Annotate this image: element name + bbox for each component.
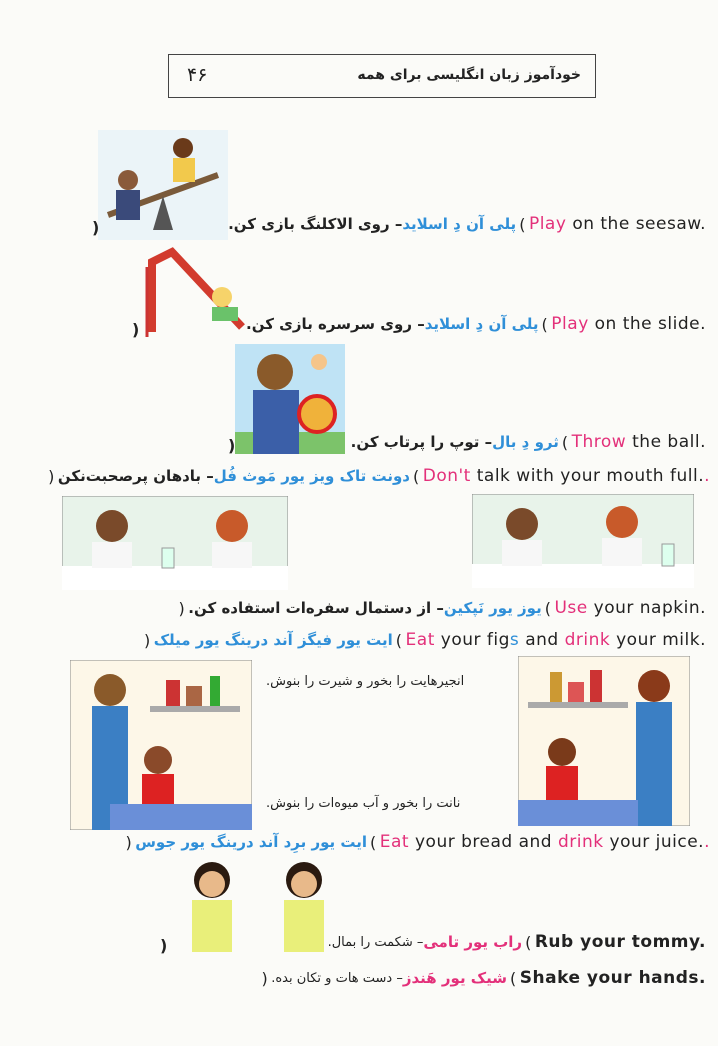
page-number: ۴۶ (187, 64, 208, 86)
line-napkin: ) – از دستمال سفره‌ات استفاده کن. یوز یور نَپکین ( Use your napkin. (178, 598, 706, 618)
bread-juice-illustration (70, 660, 252, 830)
book-title: خودآموز زبان انگلیسی برای همه (357, 67, 581, 83)
rub-tummy-illustration (168, 856, 346, 952)
figs-translation: انجیرهایت را بخور و شیرت را بنوش. (266, 674, 465, 689)
line-seesaw: – روی الاکلنگ بازی کن. پلی آن دِ اسلاید ( Play on the seesaw. (228, 214, 706, 234)
verb-throw: Throw (571, 432, 627, 452)
talking-with-mouth-full-illustration (62, 496, 288, 590)
seesaw-illustration (98, 130, 228, 240)
line-tummy: – شکمت را بمال. راب یور تامی ( Rub your tommy. (327, 932, 706, 952)
bread-translation: نانت را بخور و آب میوه‌ات را بنوش. (266, 796, 461, 811)
line-ball: – توپ را پرتاب کن. ثرو دِ بال ( Throw the ball. (350, 432, 706, 452)
page-header (168, 54, 596, 98)
verb-play: Play (528, 214, 567, 234)
line-bread: ) ایت یور برِد آند درینگ یور جوس ( Eat your bread and drink your juice. . (125, 832, 710, 852)
figs-milk-illustration (518, 656, 690, 826)
line-talk: ) – بادهان پرصحبت‌نکن دونت تاک ویز یور مَوث فُل ( Don't talk with your mouth full. . (48, 466, 710, 486)
translit-ball: ثرو دِ بال (492, 433, 559, 451)
translit-slide: پلی آن دِ اسلاید (424, 315, 539, 333)
verb-play: Play (551, 314, 589, 334)
slide-illustration (142, 242, 252, 342)
ball-illustration (235, 344, 345, 454)
line-slide: – روی سرسره بازی کن. پلی آن دِ اسلاید ( Play on the slide. (246, 314, 706, 334)
line-figs: ) ایت یور فیگز آند درینگ یور میلک ( Eat your fig s and drink your milk. (143, 630, 706, 650)
translit-seesaw: پلی آن دِ اسلاید (402, 215, 517, 233)
line-hands: ) – دست هات و تکان بده. شیک یور هَندز ( Shake your hands. (261, 968, 706, 988)
using-napkin-illustration (472, 494, 694, 588)
